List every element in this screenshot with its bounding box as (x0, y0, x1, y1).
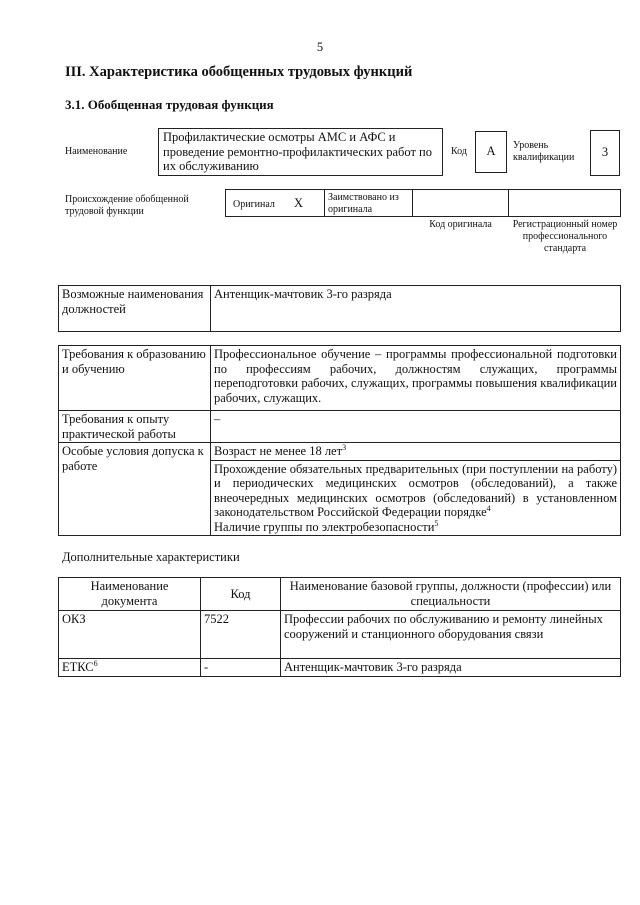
row-doc: ЕТКС$^6$ (59, 659, 201, 677)
col-name-header: Наименование базовой группы, должности (профессии) или специальности (281, 578, 621, 611)
conditions-label: Особые условия допуска к работе (59, 443, 211, 536)
page-number: 5 (316, 40, 324, 54)
origin-label: Происхождение обобщенной трудовой функции (65, 194, 189, 217)
original-cell (225, 189, 325, 217)
table-row (59, 659, 621, 677)
name-label: Наименование (65, 146, 128, 157)
footnote-ref: 5 (434, 518, 439, 528)
code-original-caption: Код оригинала (429, 219, 492, 230)
row-name: Антенщик-мачтовик 3-го разряда (281, 659, 621, 677)
condition-age: Возраст не менее 18 лет$^3$ (211, 443, 621, 461)
footnote-ref: 3 (342, 442, 347, 452)
code-label: Код (451, 146, 467, 157)
table-row (59, 611, 621, 659)
level-value: 3 (601, 145, 609, 159)
borrowed-cell (324, 189, 413, 217)
level-label: Уровень квалификации (513, 140, 575, 163)
code-original-cell (412, 189, 509, 217)
row-code: - (201, 659, 281, 677)
subsection-title: 3.1. Обобщенная трудовая функция (65, 97, 274, 112)
col-doc-header: Наименование документа (59, 578, 201, 611)
row-name: Профессии рабочих по обслуживанию и ремонту линейных сооружений и станционного оборудования связи (281, 611, 621, 659)
footnote-ref: 6 (93, 658, 98, 668)
education-label: Требования к образованию и обучению (59, 346, 211, 411)
reg-number-caption: Регистрационный номер профессионального стандарта (512, 219, 618, 254)
requirements-table (58, 345, 621, 536)
positions-label: Возможные наименования должностей (59, 286, 211, 332)
row-code: 7522 (201, 611, 281, 659)
condition-medical: Прохождение обязательных предварительных (при поступлении на работу) и периодических медицинских осмотров (обследований), а также внеочередных медицинских осмотров (обследований) в установленном законодательством Российской Федерации порядке$^4$ Наличие группы по электробезопасности$^5$ (211, 460, 621, 536)
positions-table (58, 285, 621, 332)
footnote-ref: 4 (486, 503, 491, 513)
reg-number-cell (508, 189, 621, 217)
code-value: A (486, 144, 496, 158)
original-label: Оригинал (233, 199, 275, 210)
experience-label: Требования к опыту практической работы (59, 411, 211, 443)
experience-value: – (211, 411, 621, 443)
section-title: III. Характеристика обобщенных трудовых функций (65, 64, 413, 80)
condition-electrical: Наличие группы по электробезопасности (214, 519, 435, 534)
col-code-header: Код (201, 578, 281, 611)
borrowed-label: Заимствовано из оригинала (328, 192, 399, 215)
row-doc: ОКЗ (59, 611, 201, 659)
additional-title: Дополнительные характеристики (62, 550, 240, 564)
function-name: Профилактические осмотры АМС и АФС и проведение ремонтно-профилактических работ по их обслуживанию (163, 130, 433, 173)
function-name-box (158, 128, 443, 176)
original-mark: X (294, 196, 304, 210)
additional-table (58, 577, 621, 677)
level-box (590, 130, 620, 176)
positions-value: Антенщик-мачтовик 3-го разряда (211, 286, 621, 332)
education-value: Профессиональное обучение – программы профессиональной подготовки по профессиям рабочих, должностям служащих, программы переподготовки рабочих, служащих, программы повышения квалификации рабочих, служащих. (211, 346, 621, 411)
code-box (475, 131, 507, 173)
